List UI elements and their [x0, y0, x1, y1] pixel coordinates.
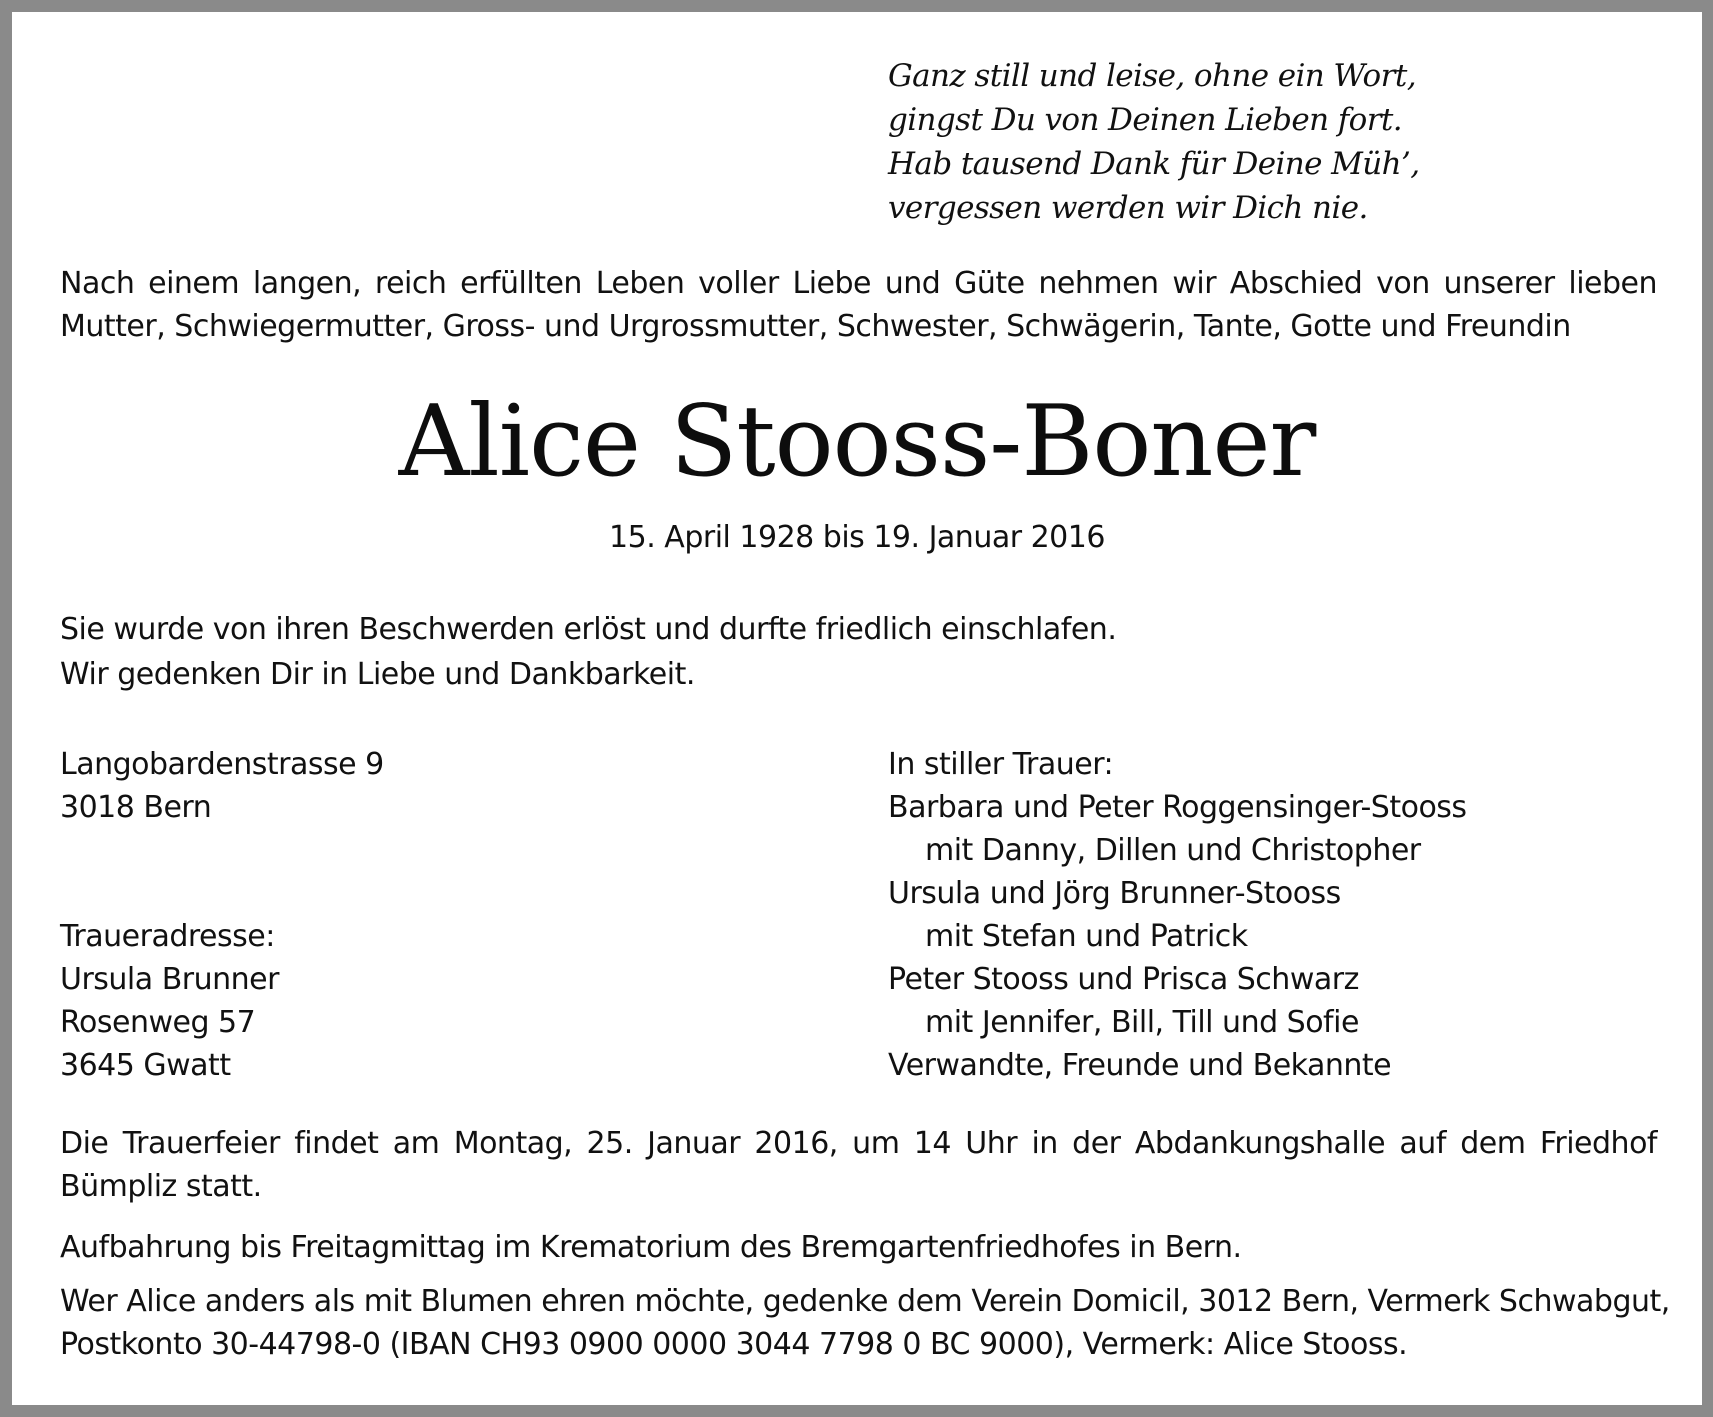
mourner-line: Verwandte, Freunde und Bekannte: [888, 1048, 1392, 1083]
obituary-notice: [12, 12, 1702, 1405]
mourning-address-street: Rosenweg 57: [60, 1005, 256, 1040]
poem-line: Hab tausend Dank für Deine Müh’,: [888, 146, 1420, 182]
poem: [888, 54, 1420, 230]
mourner-line: mit Stefan und Patrick: [925, 919, 1248, 954]
mourner-line: Peter Stooss und Prisca Schwarz: [888, 962, 1359, 997]
deceased-name: Alice Stooss-Boner: [398, 385, 1316, 499]
mourner-line: mit Jennifer, Bill, Till und Sofie: [925, 1005, 1359, 1040]
mourner-line: Ursula und Jörg Brunner-Stooss: [888, 876, 1341, 911]
donation-line: Wer Alice anders als mit Blumen ehren möchte, gedenke dem Verein Domicil, 3012 Bern, Vermerk Schwabgut,: [60, 1284, 1670, 1319]
viewing-paragraph: [60, 1226, 1657, 1269]
life-dates: 15. April 1928 bis 19. Januar 2016: [609, 520, 1105, 555]
statement-line: Sie wurde von ihren Beschwerden erlöst und durfte friedlich einschlafen.: [60, 612, 1117, 647]
mourner-line: mit Danny, Dillen und Christopher: [925, 833, 1421, 868]
mourners-column: [888, 743, 1467, 1087]
viewing-line: Aufbahrung bis Freitagmittag im Krematorium des Bremgartenfriedhofes in Bern.: [60, 1230, 1242, 1265]
ceremony-line: Die Trauerfeier findet am Montag, 25. Januar 2016, um 14 Uhr in der Abdankungshalle auf dem Friedhof: [60, 1126, 1657, 1161]
intro-paragraph: [60, 262, 1657, 348]
statement-line: Wir gedenken Dir in Liebe und Dankbarkeit.: [60, 657, 695, 692]
address-city: 3018 Bern: [60, 790, 212, 825]
donation-paragraph: [60, 1280, 1670, 1366]
ceremony-line: Bümpliz statt.: [60, 1169, 262, 1204]
poem-line: Ganz still und leise, ohne ein Wort,: [888, 58, 1416, 94]
address-column: [60, 743, 384, 1087]
poem-line: vergessen werden wir Dich nie.: [888, 190, 1368, 226]
mourning-address-name: Ursula Brunner: [60, 962, 279, 997]
address-street: Langobardenstrasse 9: [60, 747, 384, 782]
poem-line: gingst Du von Deinen Lieben fort.: [888, 102, 1403, 138]
mourning-address-city: 3645 Gwatt: [60, 1048, 231, 1083]
ceremony-paragraph: [60, 1122, 1657, 1208]
mourners-label: In stiller Trauer:: [888, 747, 1114, 782]
intro-line: Nach einem langen, reich erfüllten Leben voller Liebe und Güte nehmen wir Abschied von unserer lieben: [60, 266, 1657, 301]
mourner-line: Barbara und Peter Roggensinger-Stooss: [888, 790, 1467, 825]
intro-line: Mutter, Schwiegermutter, Gross- und Urgrossmutter, Schwester, Schwägerin, Tante, Gotte und Freundin: [60, 309, 1571, 344]
donation-line: Postkonto 30-44798-0 (IBAN CH93 0900 0000 3044 7798 0 BC 9000), Vermerk: Alice Stooss.: [60, 1327, 1408, 1362]
mourning-address-label: Traueradresse:: [60, 919, 275, 954]
